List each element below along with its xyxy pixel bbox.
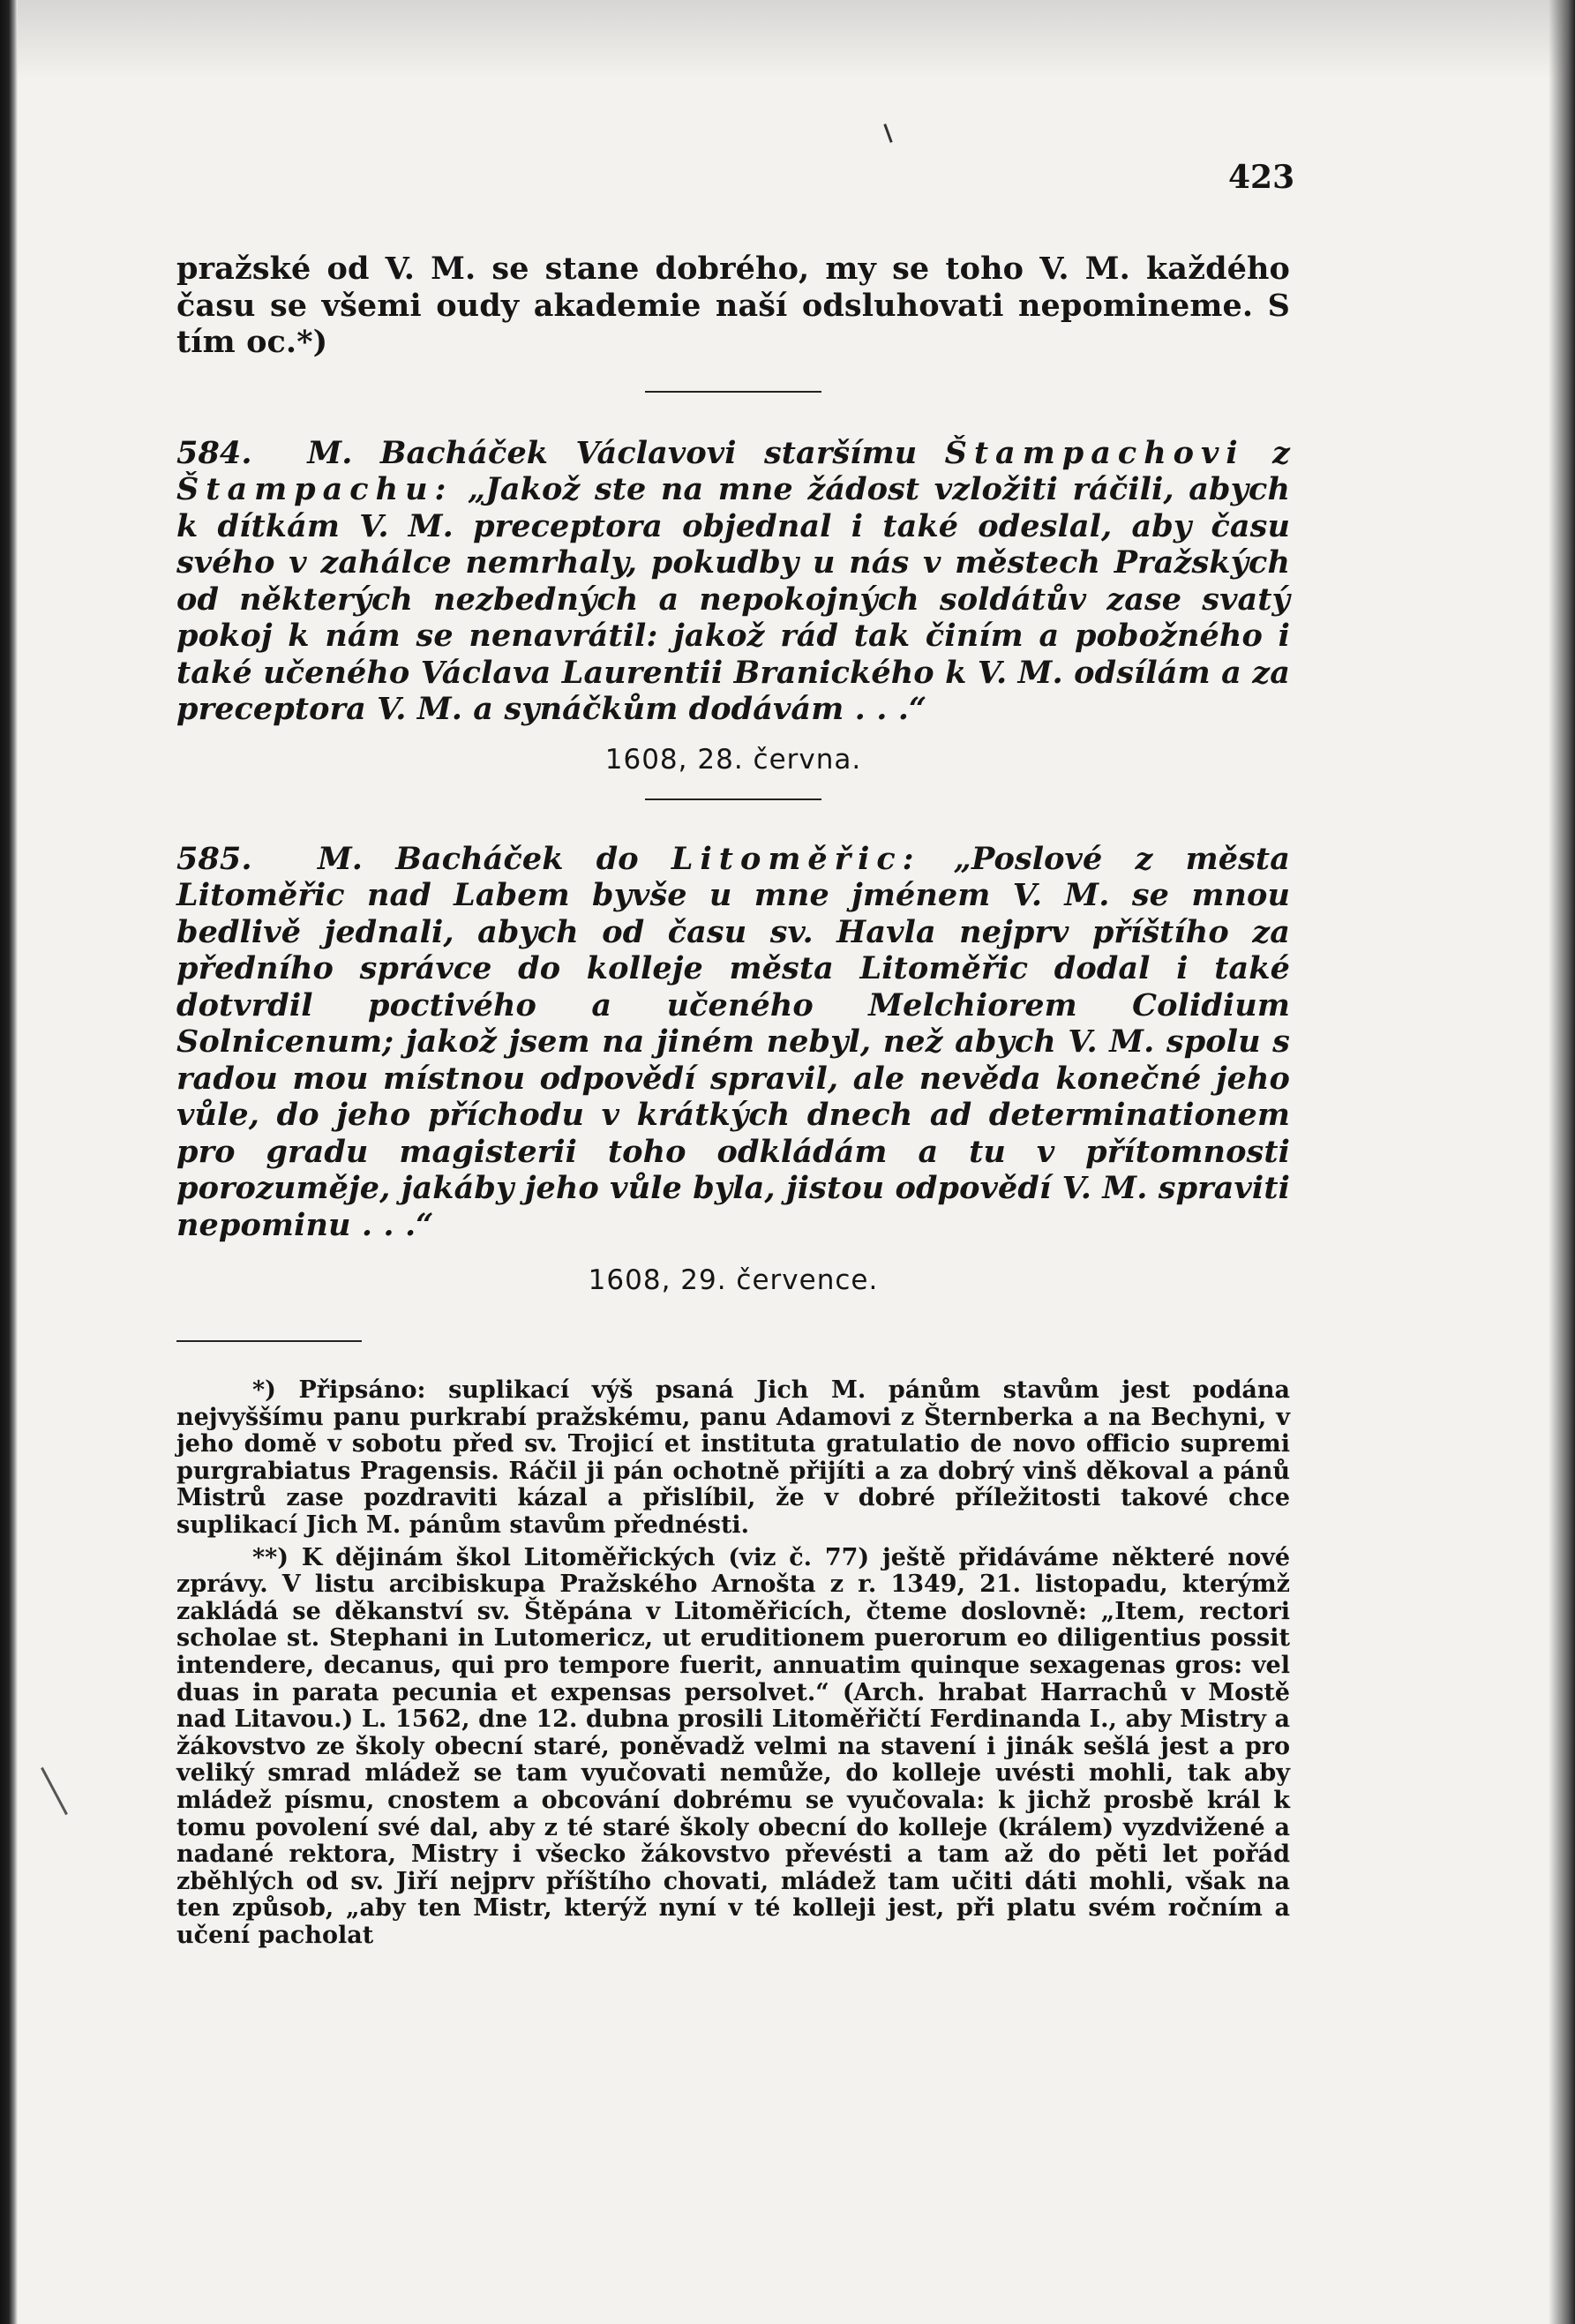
page-number: 423 bbox=[1228, 159, 1295, 196]
entry-585 bbox=[176, 841, 1290, 1297]
entry-585-text-start: M. Bacháček do bbox=[317, 840, 639, 877]
scan-top-shadow bbox=[18, 0, 1575, 79]
scan-binding-edge bbox=[0, 0, 18, 2324]
entry-584-name-1: Štampachovi bbox=[944, 434, 1245, 471]
entry-584-text-mid: z bbox=[1272, 434, 1290, 471]
footnote-1: *) Připsáno: suplikací výš psaná Jich M. pánům stavům jest podána nejvyššímu panu purkrabí pražskému, panu Adamovi z Šternberka a na Bechyni, v jeho domě v sobotu před sv. Trojicí et instituta gratulatio de novo officio supremi purgrabiatus Pragensis. Ráčil ji pán ochotně přijíti a za dobrý vinš děkoval a pánů Mistrů zase pozdraviti kázal a přislíbil, že v dobré příležitosti takové chce suplikací Jich M. pánům stavům přednésti. bbox=[176, 1376, 1290, 1539]
separator-rule bbox=[645, 391, 821, 393]
entry-584-text bbox=[176, 435, 1290, 728]
entry-584-text-rest: „Jakož ste na mne žádost vzložiti ráčili, abych k dítkám V. M. preceptora objednal i také odeslal, aby času svého v zahálce nemrhaly, pokudby u nás v městech Pražských od některých nezbedných a nepokojných soldátův zase svatý pokoj k nám se nenavrátil: jakož rád tak činím a pobožného i také učeného Václava Laurentii Branického k V. M. odsílám a za preceptora V. M. a synáčkům dodávám . . .“ bbox=[176, 471, 1290, 727]
entry-584 bbox=[176, 435, 1290, 800]
entry-584-date: 1608, 28. června. bbox=[604, 743, 862, 776]
entry-584-name-2: Štampachu: bbox=[176, 471, 454, 507]
footnote-rule bbox=[176, 1340, 362, 1342]
scan-speck bbox=[883, 124, 892, 143]
scan-scratch bbox=[41, 1767, 68, 1815]
footnote-2: **) K dějinám škol Litoměřických (viz č. 77) ještě přidáváme některé nové zprávy. V listu arcibiskupa Pražského Arnošta z r. 1349, 21. listopadu, kterýmž zakládá se děkanství sv. Štěpána v Litoměřicích, čteme doslovně: „Item, rectori scholae st. Stephani in Lutomericz, ut eruditionem puerorum eo diligentius possit intendere, decanus, qui pro tempore fuerit, annuatim quinque sexagenas gros: vel duas in parata pecunia et expensas persolvet.“ (Arch. hrabat Harrachů v Mostě nad Litavou.) L. 1562, dne 12. dubna prosili Litoměřičtí Ferdinanda I., aby Mistry a žákovstvo ze školy obecní staré, poněvadž velmi na stavení i jinák sešlá jest a pro veliký smrad mládež se tam vyučovati nemůže, do kolleje uvésti mohli, tak aby mládež písmu, cnostem a obcování dobrému se vyučovala: k jichž prosbě král k tomu povolení své dal, aby z té staré školy obecní do kolleje (králem) vyzdvižené a nadané rektora, Mistry i všecko žákovstvo převésti a tam až do pěti let pořád zběhlých od sv. Jiří nejprv příštího chovati, mládež tam učiti dáti mohli, však na ten způsob, „aby ten Mistr, kterýž nyní v té kolleji jest, při platu svém ročním a učení pacholat bbox=[176, 1543, 1290, 1949]
entry-585-place: Litoměřic: bbox=[671, 840, 921, 877]
footnotes bbox=[176, 1377, 1290, 1949]
entry-585-text-rest: „Poslové z města Litoměřic nad Labem byvše u mne jménem V. M. se mnou bedlivě jednali, abych od času sv. Havla nejprv příštího za předního správce do kolleje města Litoměřic dodal i také dotvrdil poctivého a učeného Melchiorem Colidium Solnicenum; jakož jsem na jiném nebyl, než abych V. M. spolu s radou mou místnou odpovědí spravil, ale nevěda konečné jeho vůle, do jeho příchodu v krátkých dnech ad determinationem pro gradu magisterii toho odkládám a tu v přítomnosti porozuměje, jakáby jeho vůle byla, jistou odpovědí V. M. spraviti nepominu . . .“ bbox=[176, 840, 1290, 1243]
entry-585-number: 585. bbox=[176, 840, 252, 877]
entry-585-date: 1608, 29. července. bbox=[588, 1264, 879, 1296]
entry-585-text bbox=[176, 841, 1290, 1244]
separator-rule bbox=[645, 798, 821, 800]
entry-584-text-start: M. Bacháček Václavovi staršímu bbox=[307, 434, 918, 471]
entry-584-number: 584. bbox=[176, 434, 252, 471]
continuation-paragraph: pražské od V. M. se stane dobrého, my se toho V. M. každého času se všemi oudy akademie naší odsluhovati nepomineme. S tím oc.*) bbox=[176, 251, 1290, 360]
scan-right-edge bbox=[1549, 0, 1575, 2324]
page-content bbox=[176, 251, 1290, 1949]
